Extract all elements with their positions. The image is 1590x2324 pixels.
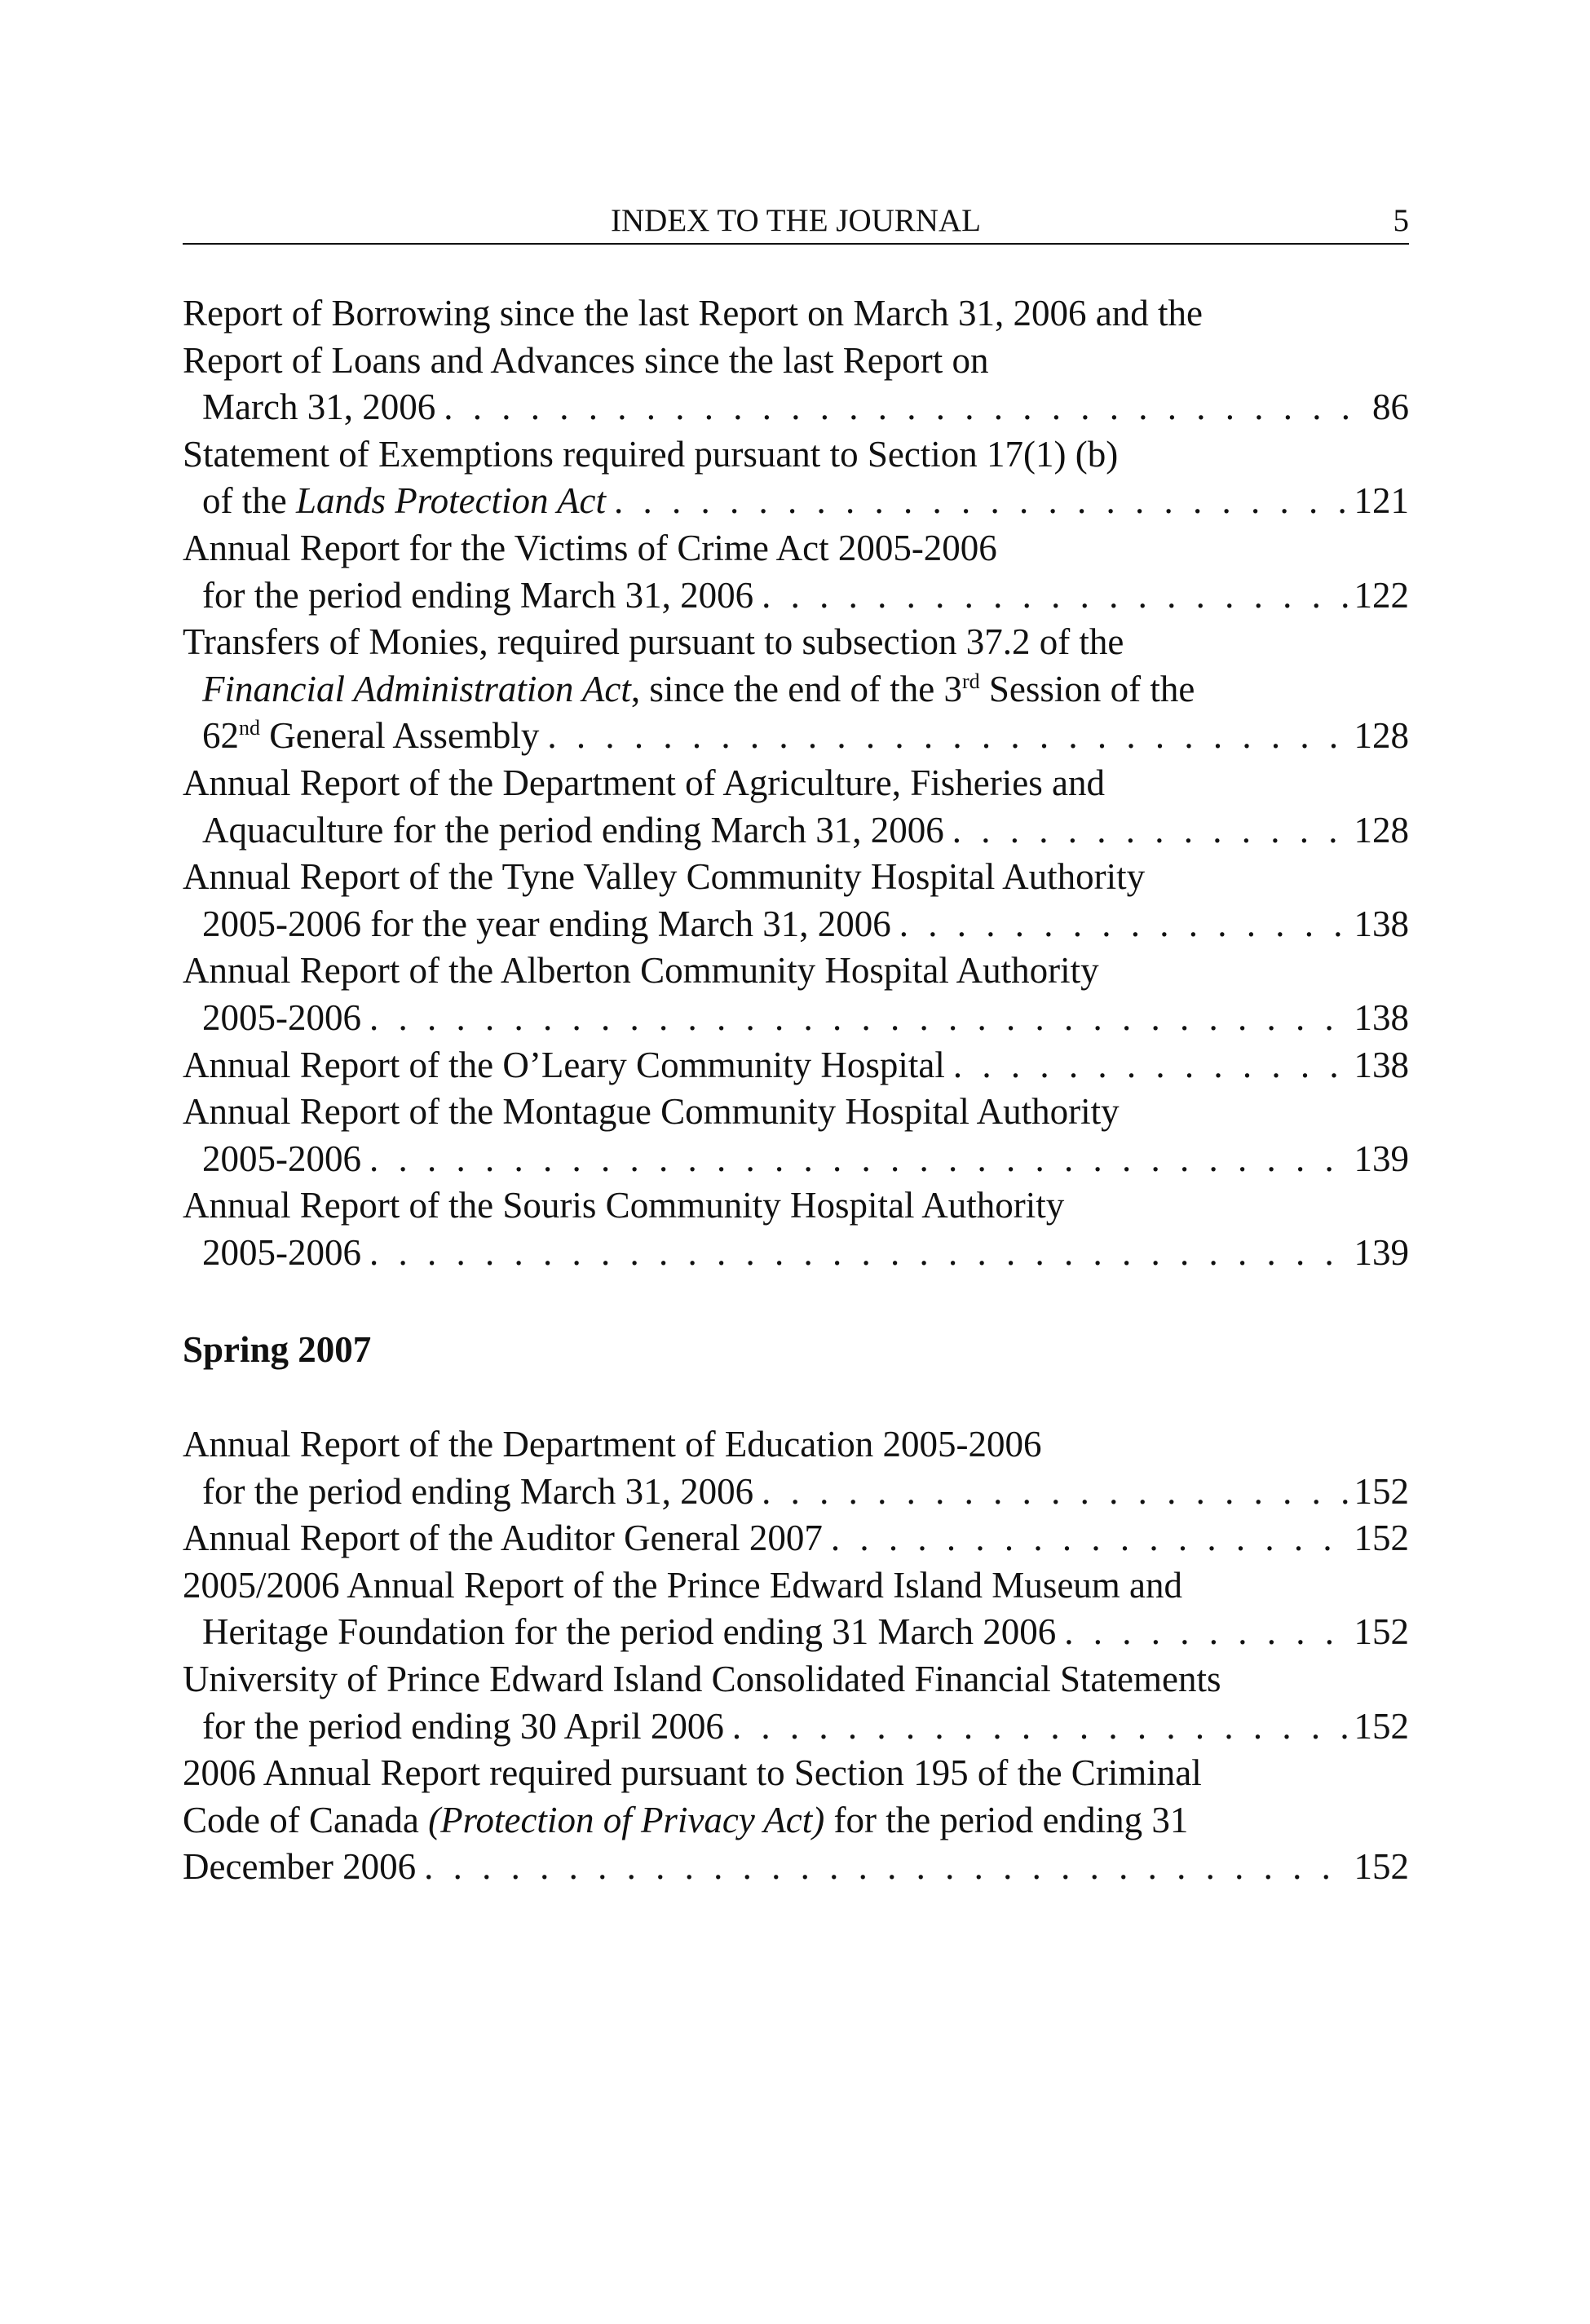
entry-line: 2006 Annual Report required pursuant to Section 195 of the Criminal — [183, 1752, 1202, 1794]
dot-leader — [424, 1844, 1350, 1891]
entry-line: Aquaculture for the period ending March 31, 2006 — [202, 809, 944, 851]
ordinal-suffix: nd — [239, 716, 260, 740]
index-entry — [183, 854, 1409, 948]
dot-leader — [444, 384, 1369, 431]
dot-leader — [762, 1469, 1350, 1516]
dot-leader — [614, 478, 1351, 525]
entry-line: for the period ending 30 April 2006 — [202, 1705, 724, 1747]
entry-line: Annual Report of the Department of Education 2005-2006 — [183, 1424, 1042, 1465]
page-reference: 152 — [1354, 1705, 1409, 1747]
journal-index-page — [183, 202, 1409, 1891]
entry-leader-line — [183, 807, 1409, 855]
entry-line — [202, 713, 539, 760]
page-reference: 152 — [1354, 1470, 1409, 1512]
running-head-title: INDEX TO THE JOURNAL — [611, 203, 981, 238]
entry-leader-line — [183, 1469, 1409, 1516]
entry-line: Statement of Exemptions required pursuant to Section 17(1) (b) — [183, 433, 1119, 475]
entry-leader-line — [183, 1042, 1409, 1089]
index-entry — [183, 290, 1409, 431]
page-reference: 152 — [1354, 1846, 1409, 1888]
act-title: Financial Administration Act — [202, 668, 631, 709]
section-heading: Spring 2007 — [183, 1329, 372, 1371]
page-reference: 139 — [1354, 1138, 1409, 1179]
index-entry — [183, 1042, 1409, 1089]
index-entry — [183, 619, 1409, 760]
dot-leader — [952, 807, 1351, 855]
page-number: 5 — [1393, 203, 1409, 238]
entry-line: Transfers of Monies, required pursuant to subsection 37.2 of the — [183, 621, 1124, 663]
entry-text: , since the end of the 3 — [630, 668, 962, 709]
index-entry — [183, 1089, 1409, 1182]
entry-leader-line — [183, 384, 1409, 431]
entry-line: Annual Report of the Tyne Valley Community Hospital Authority — [183, 856, 1146, 898]
entry-line: Annual Report of the O’Leary Community Hospital — [183, 1044, 945, 1085]
entry-line: Annual Report of the Alberton Community Hospital Authority — [183, 950, 1099, 992]
entry-leader-line — [183, 572, 1409, 620]
index-entry — [183, 948, 1409, 1041]
entry-line: Annual Report of the Auditor General 2007 — [183, 1518, 823, 1559]
entry-text: of the — [202, 480, 296, 522]
entry-line: Annual Report of the Souris Community Hospital Authority — [183, 1185, 1065, 1226]
index-entries — [183, 290, 1409, 1891]
entry-line: Annual Report for the Victims of Crime Act 2005-2006 — [183, 527, 997, 568]
page-reference: 128 — [1354, 715, 1409, 757]
ordinal-suffix: rd — [961, 669, 980, 693]
entry-leader-line — [183, 901, 1409, 948]
entry-line — [183, 1797, 1409, 1845]
entry-line: 2005-2006 — [202, 1138, 361, 1179]
index-entry — [183, 1750, 1409, 1891]
entry-line: 2005-2006 — [202, 996, 361, 1038]
page-reference: 122 — [1354, 574, 1409, 616]
dot-leader — [953, 1042, 1351, 1089]
entry-leader-line — [183, 1515, 1409, 1562]
entry-line: University of Prince Edward Island Consolidated Financial Statements — [183, 1659, 1221, 1700]
entry-leader-line — [183, 478, 1409, 525]
dot-leader — [369, 995, 1351, 1042]
entry-line: December 2006 — [183, 1846, 417, 1888]
dot-leader — [899, 901, 1351, 948]
entry-line: Heritage Foundation for the period ending 31 March 2006 — [202, 1611, 1057, 1653]
index-entry — [183, 760, 1409, 854]
dot-leader — [732, 1703, 1351, 1751]
entry-text: Code of Canada — [183, 1799, 429, 1840]
index-entry — [183, 1421, 1409, 1515]
index-entry — [183, 525, 1409, 619]
running-head — [183, 202, 1409, 245]
entry-line: March 31, 2006 — [202, 387, 436, 428]
entry-leader-line — [183, 1703, 1409, 1751]
entry-text: 62 — [202, 715, 239, 757]
index-entry — [183, 1562, 1409, 1656]
dot-leader — [547, 713, 1350, 760]
entry-line: Report of Borrowing since the last Report on March 31, 2006 and the — [183, 293, 1203, 334]
entry-leader-line — [183, 995, 1409, 1042]
dot-leader — [369, 1136, 1351, 1183]
page-reference: 138 — [1354, 996, 1409, 1038]
dot-leader — [1064, 1609, 1350, 1656]
entry-text: Session of the — [979, 668, 1195, 709]
page-reference: 121 — [1354, 480, 1409, 522]
dot-leader — [369, 1230, 1351, 1277]
entry-line: 2005-2006 — [202, 1231, 361, 1273]
dot-leader — [762, 572, 1350, 620]
entry-line: for the period ending March 31, 2006 — [202, 574, 754, 616]
page-reference: 138 — [1354, 1044, 1409, 1085]
entry-leader-line — [183, 1230, 1409, 1277]
act-title: (Protection of Privacy Act) — [428, 1799, 825, 1840]
entry-line: Annual Report of the Montague Community Hospital Authority — [183, 1091, 1120, 1133]
entry-leader-line — [183, 1136, 1409, 1183]
entry-line — [202, 478, 606, 525]
page-reference: 128 — [1354, 809, 1409, 851]
entry-leader-line — [183, 1844, 1409, 1891]
entry-text: General Assembly — [260, 715, 540, 757]
entry-line: Annual Report of the Department of Agriculture, Fisheries and — [183, 762, 1105, 803]
entry-line: Report of Loans and Advances since the last Report on — [183, 339, 989, 381]
index-entry — [183, 1515, 1409, 1562]
page-reference: 138 — [1354, 903, 1409, 944]
entry-text: for the period ending 31 — [824, 1799, 1189, 1840]
index-entry — [183, 1182, 1409, 1276]
entry-line: for the period ending March 31, 2006 — [202, 1470, 754, 1512]
page-reference: 152 — [1354, 1518, 1409, 1559]
page-reference: 139 — [1354, 1231, 1409, 1273]
dot-leader — [831, 1515, 1351, 1562]
entry-leader-line — [183, 1609, 1409, 1656]
page-reference: 86 — [1372, 387, 1409, 428]
entry-line: 2005/2006 Annual Report of the Prince Edward Island Museum and — [183, 1564, 1183, 1606]
index-entry — [183, 431, 1409, 525]
entry-line: 2005-2006 for the year ending March 31, 2006 — [202, 903, 891, 944]
entry-leader-line — [183, 713, 1409, 760]
entry-line — [183, 666, 1409, 714]
act-title: Lands Protection Act — [295, 480, 606, 522]
index-entry — [183, 1656, 1409, 1750]
page-reference: 152 — [1354, 1611, 1409, 1653]
